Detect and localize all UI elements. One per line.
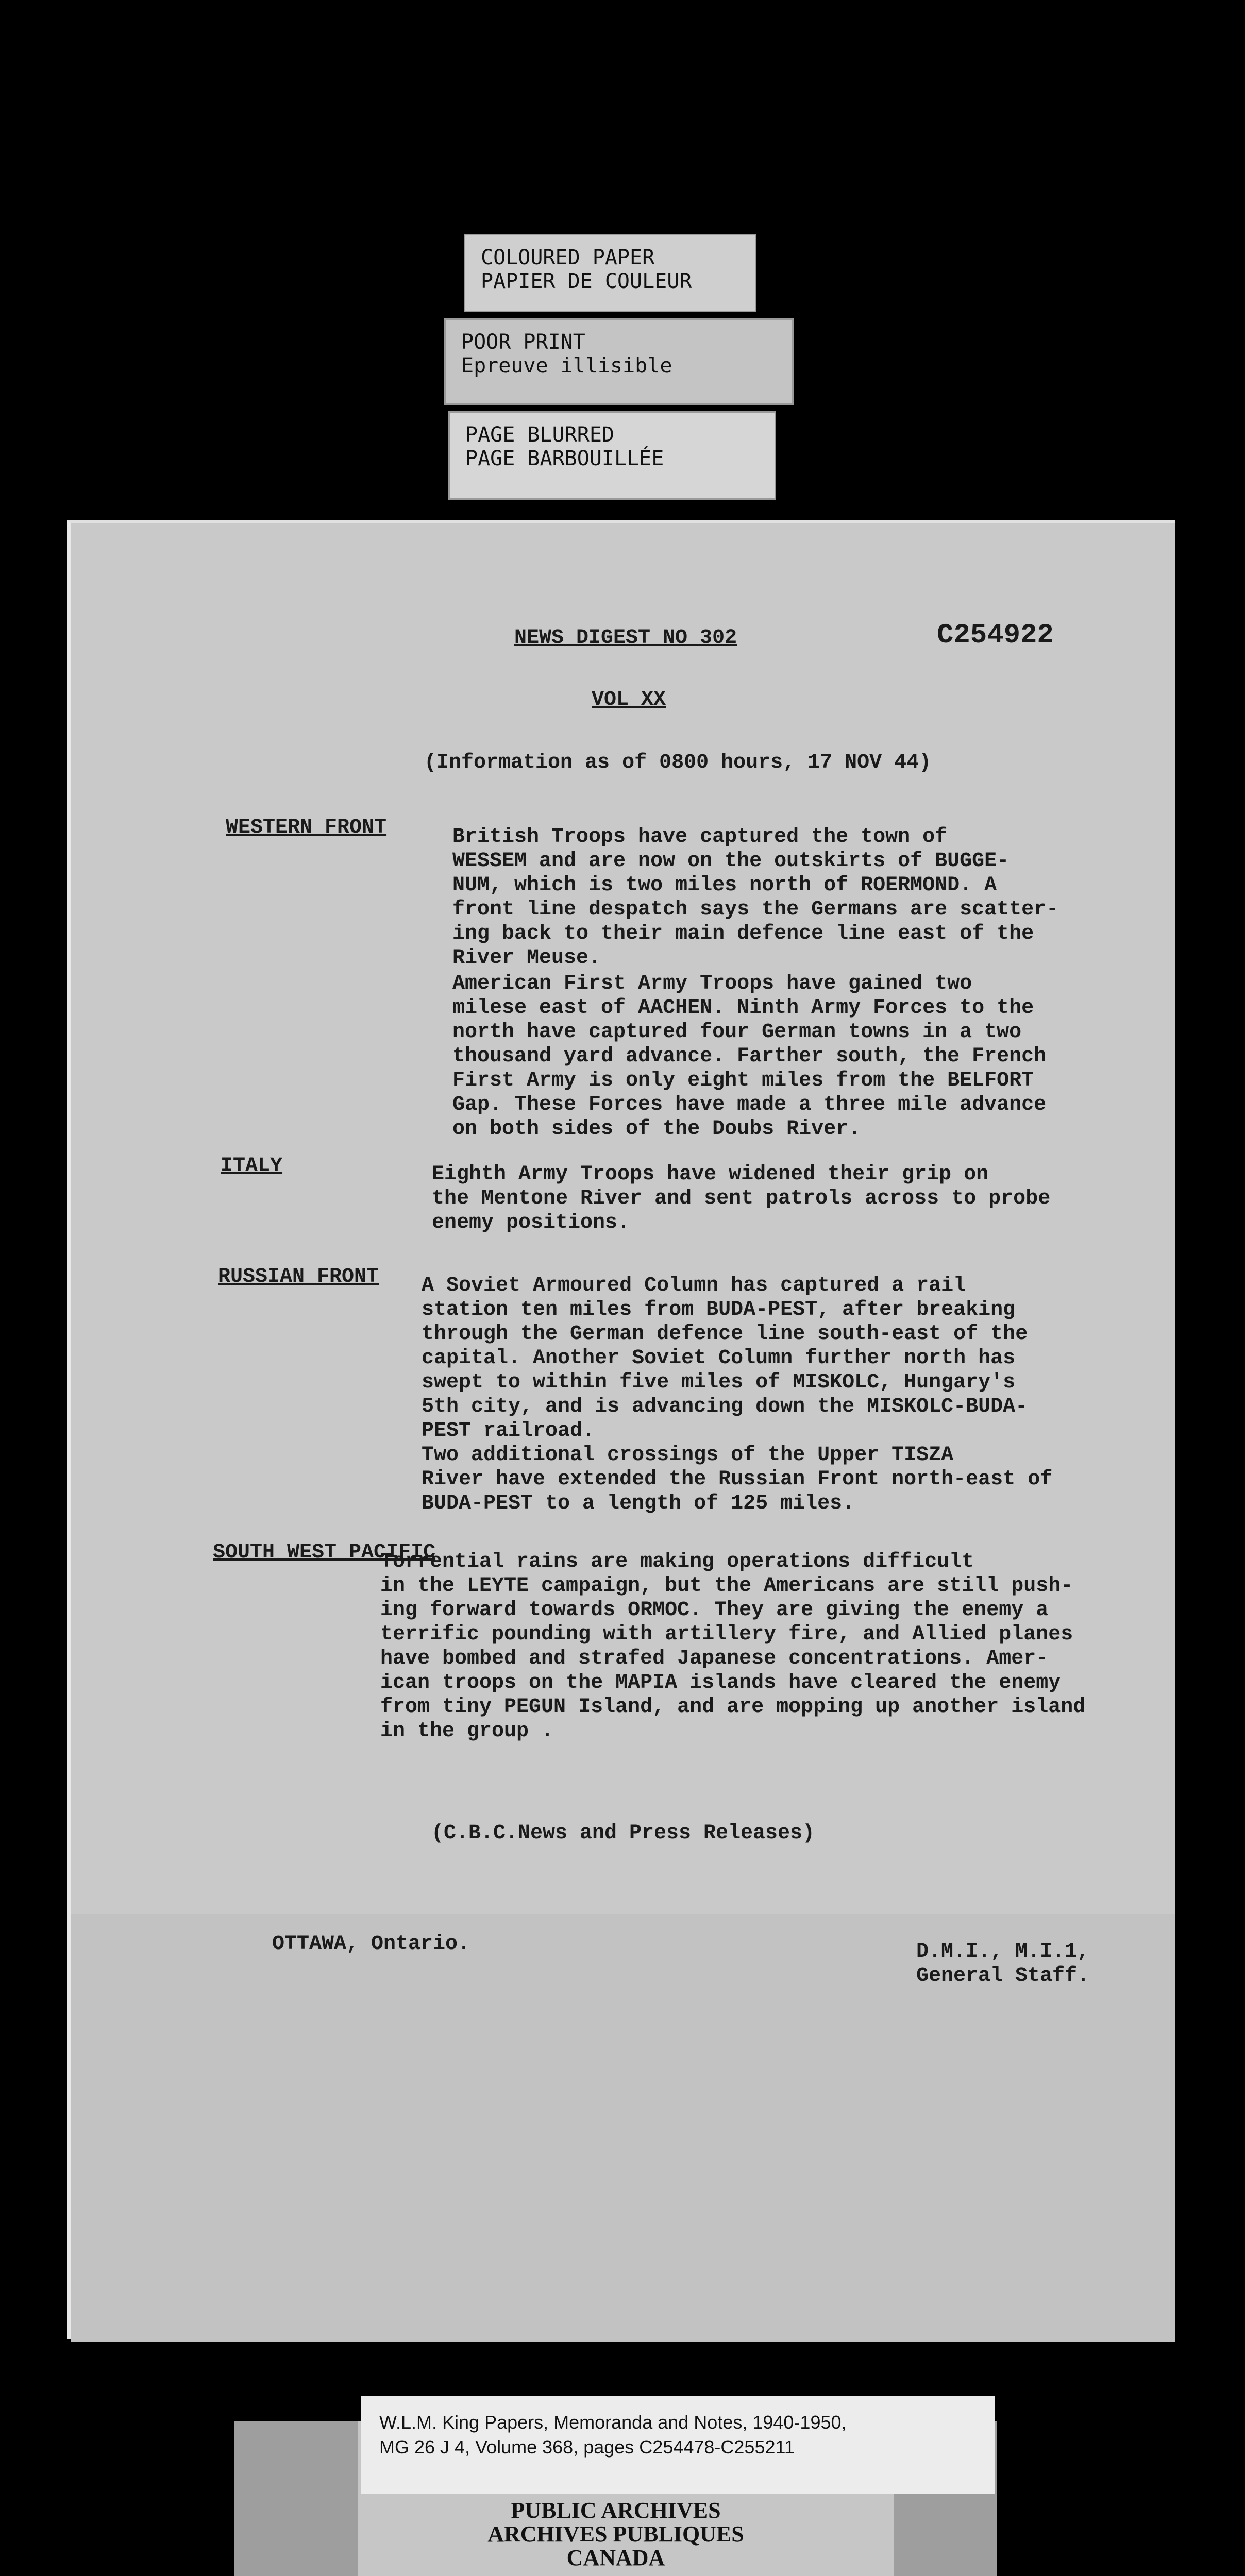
info-line: (Information as of 0800 hours, 17 NOV 44): [424, 751, 932, 774]
archives-line: CANADA: [566, 2545, 665, 2570]
paragraph: Torrential rains are making operations difficult in the LEYTE campaign, but the Americans are still push- ing forward towards ORMOC. They are giving the enemy a terrific pounding with artillery fire, and Allied planes have bombed and strafed Japanese concentrations. Amer- ican troops on the MAPIA islands have cleared the enemy from tiny PEGUN Island, and are mopping up another island in the group .: [380, 1550, 1086, 1743]
citation-line: MG 26 J 4, Volume 368, pages C254478-C255211: [379, 2436, 795, 2458]
paragraph: American First Army Troops have gained two milese east of AACHEN. Ninth Army Forces to the north have captured four German towns in a two thousand yard advance. Farther south, the French First Army is only eight miles from the BELFORT Gap. These Forces have made a three mile advance on both sides of the Doubs River.: [452, 972, 1047, 1141]
label-line: Epreuve illisible: [461, 354, 672, 378]
document-page: [67, 520, 1175, 2339]
place-line: OTTAWA, Ontario.: [272, 1933, 470, 1956]
paragraph: A Soviet Armoured Column has captured a rail station ten miles from BUDA-PEST, after breaking through the German defence line south-east of the capital. Another Soviet Column further north has swept to within five miles of MISKOLC, Hungary's 5th city, and is advancing down the MISKOLC-BUDA- PEST railroad.: [422, 1274, 1028, 1443]
signature-line: General Staff.: [916, 1964, 1090, 1988]
label-page-blurred: [448, 411, 776, 500]
paragraph: Eighth Army Troops have widened their grip on the Mentone River and sent patrols across to probe enemy positions.: [432, 1163, 1051, 1234]
section-heading-western-front: WESTERN FRONT: [226, 816, 387, 839]
signature-line: D.M.I., M.I.1,: [916, 1940, 1090, 1963]
volume: VOL XX: [592, 688, 666, 711]
section-heading-italy: ITALY: [221, 1155, 283, 1178]
label-line: PAGE BARBOUILLÉE: [465, 447, 664, 470]
label-line: POOR PRINT: [461, 330, 585, 354]
label-line: PAPIER DE COULEUR: [481, 269, 692, 293]
label-coloured-paper: [464, 234, 756, 312]
citation-line: W.L.M. King Papers, Memoranda and Notes, 1940-1950,: [379, 2412, 847, 2433]
archives-line: PUBLIC ARCHIVES: [511, 2498, 721, 2523]
document-number: C254922: [937, 620, 1054, 651]
label-line: PAGE BLURRED: [465, 423, 614, 447]
label-poor-print: [444, 318, 794, 405]
source-line: (C.B.C.News and Press Releases): [431, 1822, 815, 1845]
archives-line: ARCHIVES PUBLIQUES: [487, 2521, 744, 2547]
section-heading-south-west-pacific: SOUTH WEST PACIFIC: [213, 1541, 436, 1564]
archives-stamp: [234, 2499, 997, 2570]
paragraph: British Troops have captured the town of WESSEM and are now on the outskirts of BUGGE- NUM, which is two miles north of ROERMOND. A front line despatch says the Germans are scatter- ing back to their main defence line east of the River Meuse.: [452, 825, 1059, 970]
section-heading-russian-front: RUSSIAN FRONT: [218, 1265, 379, 1289]
document-title: NEWS DIGEST NO 302: [514, 626, 737, 650]
citation-label: [361, 2396, 995, 2494]
label-line: COLOURED PAPER: [481, 246, 655, 269]
paragraph: Two additional crossings of the Upper TISZA River have extended the Russian Front north-east of BUDA-PEST to a length of 125 miles.: [422, 1444, 1053, 1515]
